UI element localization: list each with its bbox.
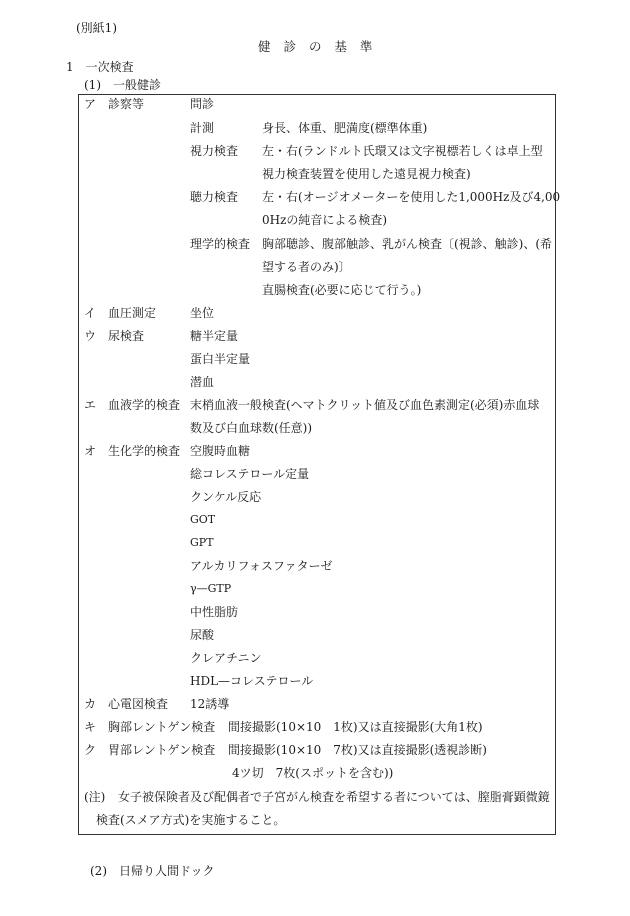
note-line-1: 女子被保険者及び配偶者で子宮がん検査を希望する者については、膣脂膏顕微鏡 <box>118 790 550 804</box>
item-a-label: ア 診察等 <box>84 97 145 111</box>
item-a-choryoku-value-1: 左・右(オージオメーターを使用した1,000Hz及び4,00 <box>262 190 561 204</box>
item-a-shiryoku-value-1: 左・右(ランドルト氏環又は文字視標若しくは卓上型 <box>262 144 543 158</box>
item-e-label: エ 血液学的検査 <box>84 398 181 412</box>
item-o-list-item: アルカリフォスファターゼ <box>190 559 333 573</box>
item-i-value: 坐位 <box>190 306 215 320</box>
item-u-label: ウ 尿検査 <box>84 329 145 343</box>
item-u-value-2: 蛋白半定量 <box>190 352 251 366</box>
section1-sub: (1) 一般健診 <box>84 78 161 92</box>
item-ku-label: ク 胃部レントゲン検査 <box>84 743 216 757</box>
item-a-shiryoku-value-2: 視力検査装置を使用した遠見視力検査) <box>262 167 471 181</box>
item-u-value-1: 糖半定量 <box>190 329 239 343</box>
item-a-rigaku-value-3: 直腸検査(必要に応じて行う。) <box>262 283 422 297</box>
item-e-value-1: 末梢血液一般検査(ヘマトクリット値及び血色素測定(必須)赤血球 <box>190 398 540 412</box>
item-ki-value: 間接撮影(10×10 1枚)又は直接撮影(大角1枚) <box>228 720 483 734</box>
item-o-list-item: GPT <box>190 536 214 549</box>
item-ka-value: 12誘導 <box>190 697 230 711</box>
item-a-monshin: 問診 <box>190 97 215 111</box>
item-e-value-2: 数及び白血球数(任意)) <box>190 421 313 435</box>
note-line-2: 検査(スメア方式)を実施すること。 <box>96 813 286 827</box>
item-o-list-item: γ—GTP <box>190 582 232 595</box>
item-o-list-item: 空腹時血糖 <box>190 444 251 458</box>
attachment-label: (別紙1) <box>76 21 117 35</box>
item-o-list-item: HDL—コレステロール <box>190 674 314 688</box>
item-a-rigaku-value-2: 望する者のみ)〕 <box>262 260 351 274</box>
item-o-list-item: 中性脂肪 <box>190 605 239 619</box>
item-o-list-item: クンケル反応 <box>190 490 262 504</box>
item-a-choryoku-value-2: 0Hzの純音による検査) <box>262 213 388 227</box>
item-a-rigaku-value-1: 胸部聴診、腹部触診、乳がん検査〔(視診、触診)、(希 <box>262 237 553 251</box>
item-ku-value-1: 間接撮影(10×10 7枚)又は直接撮影(透視診断) <box>228 743 487 757</box>
item-a-rigaku: 理学的検査 <box>190 237 251 251</box>
section1-heading: 1 一次検査 <box>66 60 134 74</box>
item-ka-label: カ 心電図検査 <box>84 697 169 711</box>
item-ku-value-2: 4ツ切 7枚(スポットを含む)) <box>232 766 394 780</box>
section2-sub: (2) 日帰り人間ドック <box>90 864 215 878</box>
note-label: (注) <box>84 790 106 804</box>
item-a-keisoku-value: 身長、体重、肥満度(標準体重) <box>262 121 428 135</box>
item-o-label: オ 生化学的検査 <box>84 444 181 458</box>
item-o-list-item: GOT <box>190 513 216 526</box>
item-o-list-item: クレアチニン <box>190 651 262 665</box>
item-o-list-item: 尿酸 <box>190 628 215 642</box>
item-u-value-3: 潜血 <box>190 375 215 389</box>
item-ki-label: キ 胸部レントゲン検査 <box>84 720 216 734</box>
item-a-choryoku: 聴力検査 <box>190 190 239 204</box>
item-i-label: イ 血圧測定 <box>84 306 157 320</box>
item-o-list-item: 総コレステロール定量 <box>190 467 310 481</box>
item-a-keisoku: 計測 <box>190 121 215 135</box>
item-a-shiryoku: 視力検査 <box>190 144 239 158</box>
page-title: 健 診 の 基 準 <box>258 39 377 54</box>
